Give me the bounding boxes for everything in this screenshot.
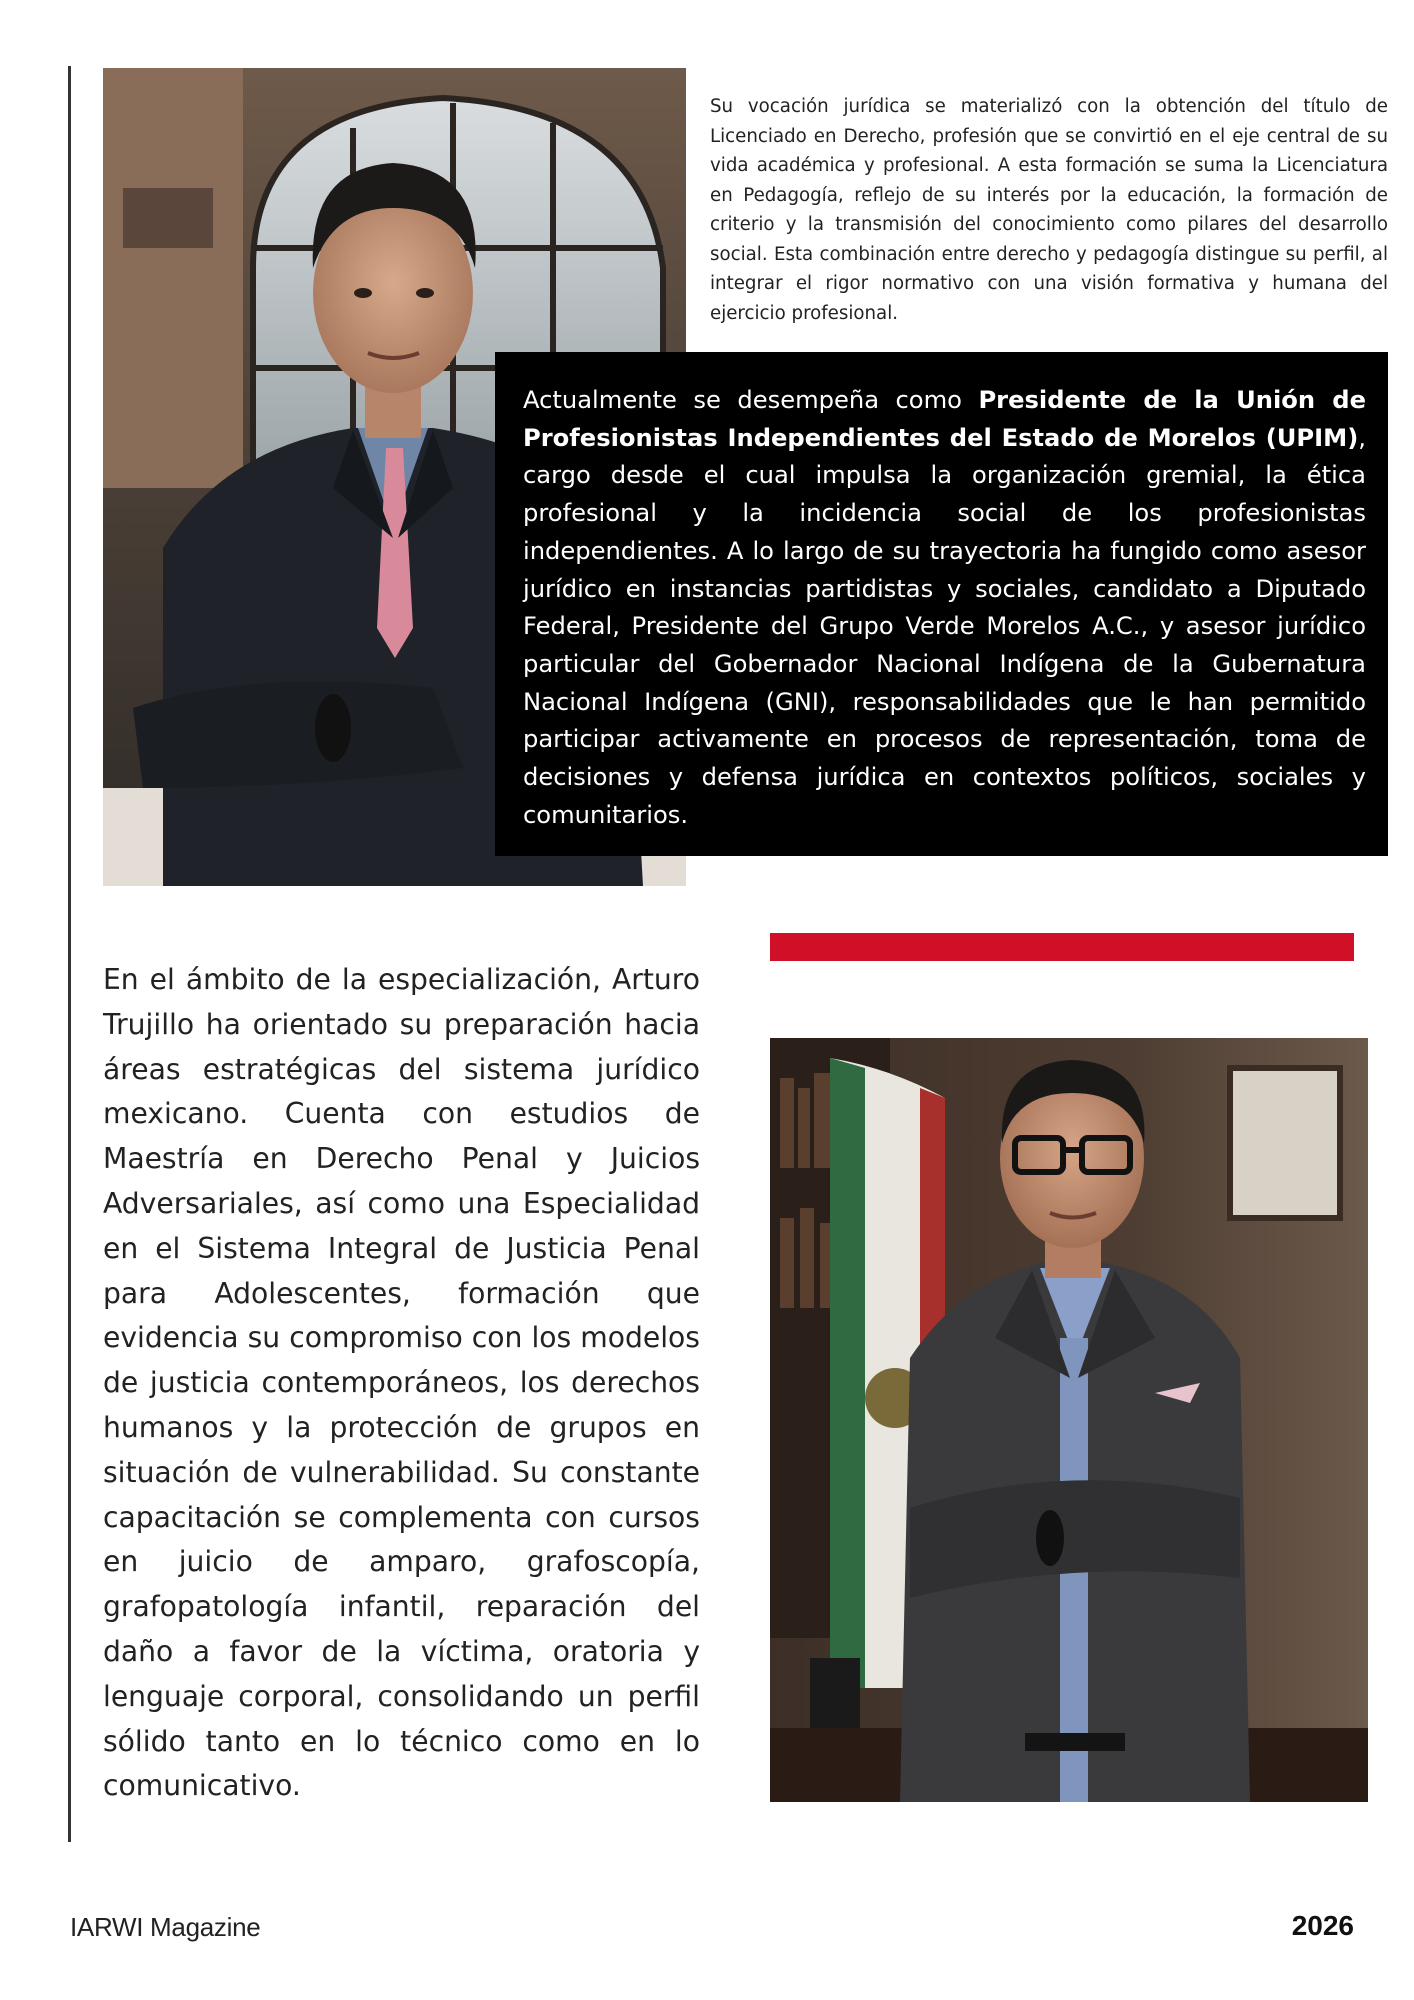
highlight-rest: , cargo desde el cual impulsa la organización gremial, la ética profesional y la incidencia social de los profesionistas independientes. A lo largo de su trayectoria ha fungido como asesor jurídico en instancias partidistas y sociales, candidato a Diputado Federal, Presidente del Grupo Verde Morelos A.C., y asesor jurídico particular del Gobernador Nacional Indígena de la Gubernatura Nacional Indígena (GNI), responsabilidades que le han permitido participar activamente en procesos de representación, toma de decisiones y defensa jurídica en contextos políticos, sociales y comunitarios. (523, 423, 1366, 829)
highlight-paragraph (523, 382, 1366, 834)
accent-bar (770, 933, 1354, 961)
highlight-box (495, 352, 1388, 856)
footer-magazine-name: IARWI Magazine (70, 1912, 261, 1942)
portrait-photo-bottom (770, 1038, 1368, 1802)
margin-rule (68, 66, 71, 1842)
footer-year: 2026 (1291, 1910, 1354, 1941)
highlight-lead: Actualmente se desempeña como (523, 386, 979, 414)
highlight-bold: Presidente de la Unión de Profesionistas Independientes del Estado de Morelos (UPIM) (523, 386, 1366, 452)
intro-paragraph: Su vocación jurídica se materializó con la obtención del título de Licenciado en Derecho, profesión que se convirtió en el eje central de su vida académica y profesional. A esta formación se suma la Licenciatura en Pedagogía, reflejo de su interés por la educación, la formación de criterio y la transmisión del conocimiento como pilares del desarrollo social. Esta combinación entre derecho y pedagogía distingue su perfil, al integrar el rigor normativo con una visión formativa y humana del ejercicio profesional. (710, 96, 1388, 324)
main-paragraph: En el ámbito de la especialización, Arturo Trujillo ha orientado su preparación hacia áreas estratégicas del sistema jurídico mexicano. Cuenta con estudios de Maestría en Derecho Penal y Juicios Adversariales, así como una Especialidad en el Sistema Integral de Justicia Penal para Adolescentes, formación que evidencia su compromiso con los modelos de justicia contemporáneos, los derechos humanos y la protección de grupos en situación de vulnerabilidad. Su constante capacitación se complementa con cursos en juicio de amparo, grafoscopía, grafopatología infantil, reparación del daño a favor de la víctima, oratoria y lenguaje corporal, consolidando un perfil sólido tanto en lo técnico como en lo comunicativo. (103, 963, 700, 1803)
